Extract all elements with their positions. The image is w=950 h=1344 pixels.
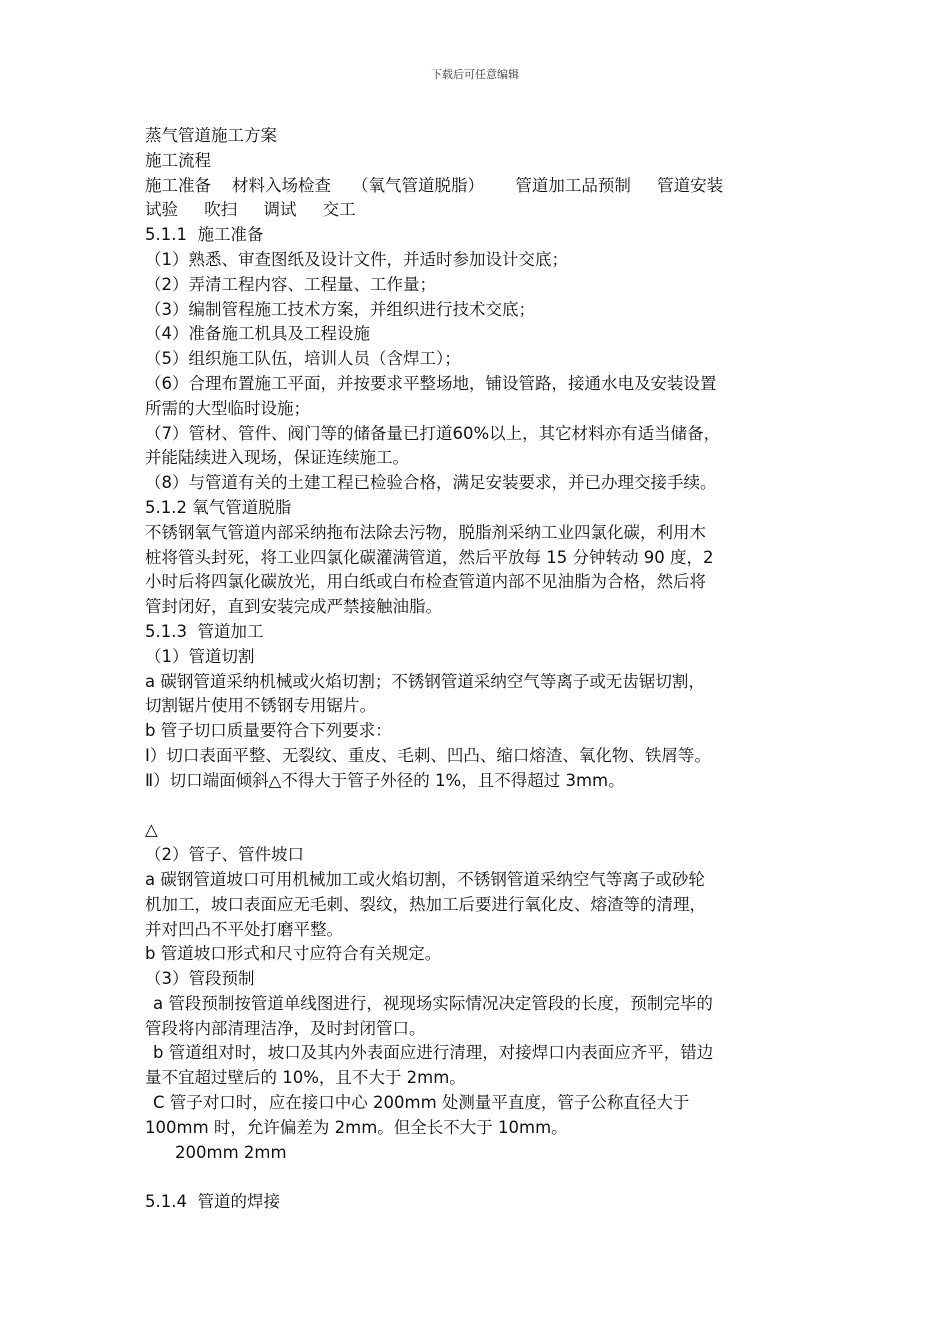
- paragraph-line: a 碳钢管道采纳机械或火焰切割；不锈钢管道采纳空气等离子或无齿锯切割，: [145, 671, 705, 691]
- list-item: （6）合理布置施工平面，并按要求平整场地，铺设管路，接通水电及安装设置: [145, 373, 717, 393]
- document-body: [145, 124, 825, 1215]
- subsection-pipe-cutting: （1）管道切割: [145, 646, 255, 666]
- section-5-1-1-heading: 5.1.1 施工准备: [145, 225, 264, 245]
- paragraph-line: b 管道坡口形式和尺寸应符合有关规定。: [145, 944, 442, 964]
- list-item: （2）弄清工程内容、工程量、工作量；: [145, 274, 436, 294]
- paragraph-line: 不锈钢氧气管道内部采纳拖布法除去污物，脱脂剂采纳工业四氯化碳，利用木: [145, 522, 706, 542]
- paragraph-line: 100mm 时，允许偏差为 2mm。但全长不大于 10mm。: [145, 1117, 568, 1137]
- paragraph-line: 切割锯片使用不锈钢专用锯片。: [145, 696, 376, 716]
- flow-heading: 施工流程: [145, 150, 211, 170]
- document-title: 蒸气管道施工方案: [145, 126, 277, 145]
- triangle-symbol: △: [145, 820, 158, 840]
- list-item: 所需的大型临时设施；: [145, 398, 310, 418]
- subsection-pipe-bevel: （2）管子、管件坡口: [145, 845, 304, 865]
- paragraph-line: 量不宜超过壁后的 10%，且不大于 2mm。: [145, 1068, 466, 1088]
- note-line: 200mm 2mm: [175, 1142, 287, 1162]
- list-item: （1）熟悉、审查图纸及设计文件，并适时参加设计交底；: [145, 249, 568, 269]
- paragraph-line: 管段将内部清理洁净，及时封闭管口。: [145, 1018, 426, 1038]
- flow-steps-line-1: 施工准备 材料入场检查 （氧气管道脱脂） 管道加工品预制 管道安装: [145, 175, 724, 195]
- paragraph-line: 小时后将四氯化碳放光，用白纸或白布检查管道内部不见油脂为合格，然后将: [145, 572, 706, 592]
- paragraph-line: a 碳钢管道坡口可用机械加工或火焰切割，不锈钢管道采纳空气等离子或砂轮: [145, 869, 705, 889]
- list-item: （4）准备施工机具及工程设施: [145, 324, 370, 344]
- subsection-pipe-prefab: （3）管段预制: [145, 969, 255, 989]
- section-5-1-3-heading: 5.1.3 管道加工: [145, 621, 264, 641]
- page-header: 下载后可任意编辑: [431, 68, 519, 81]
- paragraph-line: 管封闭好，直到安装完成严禁接触油脂。: [145, 597, 442, 617]
- list-item: （8）与管道有关的土建工程已检验合格，满足安装要求，并已办理交接手续。: [145, 473, 717, 493]
- blank-line: [145, 1165, 825, 1190]
- section-5-1-2-heading: 5.1.2 氧气管道脱脂: [145, 497, 292, 517]
- paragraph-line: b 管子切口质量要符合下列要求：: [145, 721, 392, 741]
- paragraph-line: 桩将管头封死，将工业四氯化碳灌满管道，然后平放每 15 分钟转动 90 度，2: [145, 547, 714, 567]
- blank-line: [145, 794, 825, 819]
- list-item: （7）管材、管件、阀门等的储备量已打道60%以上，其它材料亦有适当储备，: [145, 423, 721, 443]
- paragraph-line: a 管段预制按管道单线图进行，视现场实际情况决定管段的长度，预制完毕的: [153, 993, 713, 1013]
- list-item: 并能陆续进入现场，保证连续施工。: [145, 448, 409, 468]
- paragraph-line: b 管道组对时，坡口及其内外表面应进行清理，对接焊口内表面应齐平，错边: [153, 1043, 714, 1063]
- list-item: （3）编制管程施工技术方案，并组织进行技术交底；: [145, 299, 535, 319]
- paragraph-line: 机加工，坡口表面应无毛刺、裂纹，热加工后要进行氧化皮、熔渣等的清理，: [145, 894, 706, 914]
- section-5-1-4-heading: 5.1.4 管道的焊接: [145, 1192, 280, 1212]
- paragraph-line: C 管子对口时，应在接口中心 200mm 处测量平直度，管子公称直径大于: [153, 1093, 690, 1113]
- list-item: （5）组织施工队伍，培训人员（含焊工）；: [145, 349, 461, 369]
- paragraph-line: Ⅱ）切口端面倾斜△不得大于管子外径的 1%，且不得超过 3mm。: [145, 770, 625, 790]
- flow-steps-line-2: 试验 吹扫 调试 交工: [145, 200, 356, 220]
- paragraph-line: Ⅰ）切口表面平整、无裂纹、重皮、毛刺、凹凸、缩口熔渣、氧化物、铁屑等。: [145, 745, 711, 765]
- paragraph-line: 并对凹凸不平处打磨平整。: [145, 919, 343, 939]
